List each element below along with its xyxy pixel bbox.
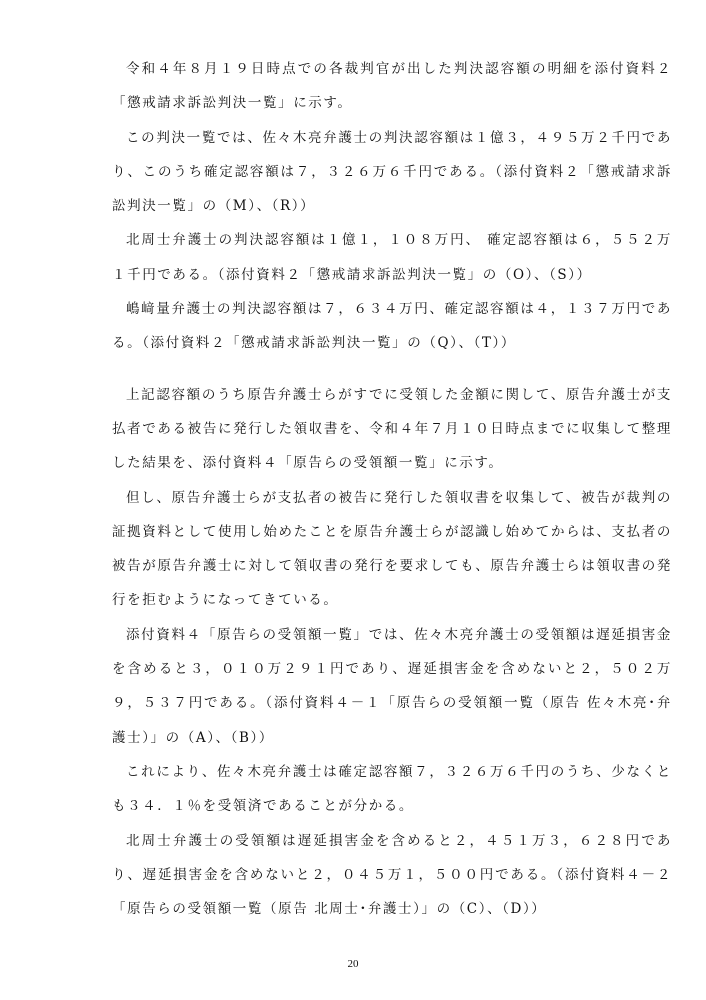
paragraph-sasaki-percentage: これにより、佐々木亮弁護士は確定認容額７，３２６万６千円のうち、少なくとも３４．１％を受領済であることが分かる。 — [112, 763, 672, 815]
paragraph-shimazaki-judgment: 嶋﨑量弁護士の判決認容額は７，６３４万円、確定認容額は４，１３７万円である。（添付資料２「懲戒請求訴訟判決一覧」の（Q）、（T）） — [112, 301, 672, 352]
page-number: 20 — [347, 958, 359, 970]
paragraph-kita-received: 北周士弁護士の受領額は遅延損害金を含めると２，４５１万３，６２８円であり、遅延損害金を含めないと２，０４５万１，５００円である。（添付資料４－２「原告らの受領額一覧（原告 北周士･弁護士）」の（C）、（D）） — [112, 832, 672, 918]
paragraph-receipts-refused: 但し、原告弁護士らが支払者の被告に発行した領収書を収集して、被告が裁判の証拠資料として使用し始めたことを原告弁護士らが認識し始めてからは、支払者の被告が原告弁護士に対して領収書の発行を要求しても、原告弁護士らは領収書の発行を拒むようになってきている。 — [112, 489, 672, 609]
body-text — [112, 52, 672, 926]
paragraph-judgment-details: 令和４年８月１９日時点での各裁判官が出した判決認容額の明細を添付資料２「懲戒請求訴訟判決一覧」に示す。 — [112, 61, 672, 112]
paragraph-kita-judgment: 北周士弁護士の判決認容額は１億１，１０８万円、 確定認容額は６，５５２万１千円である。（添付資料２「懲戒請求訴訟判決一覧」の（O）、（S）） — [112, 232, 672, 283]
paragraph-sasaki-judgment: この判決一覧では、佐々木亮弁護士の判決認容額は１億３，４９５万２千円であり、このうち確定認容額は７，３２６万６千円である。（添付資料２「懲戒請求訴訟判決一覧」の（M）、（R）） — [112, 129, 672, 215]
paragraph-sasaki-received: 添付資料４「原告らの受領額一覧」では、佐々木亮弁護士の受領額は遅延損害金を含めると３，０１０万２９１円であり、遅延損害金を含めないと２，５０２万９，５３７円である。（添付資料４－１「原告らの受領額一覧（原告 佐々木亮･弁護士）」の（A）、（B）） — [112, 626, 672, 746]
paragraph-receipts-collected: 上記認容額のうち原告弁護士らがすでに受領した金額に関して、原告弁護士が支払者である被告に発行した領収書を、令和４年７月１０日時点までに収集して整理した結果を、添付資料４「原告らの受領額一覧」に示す。 — [112, 386, 672, 472]
